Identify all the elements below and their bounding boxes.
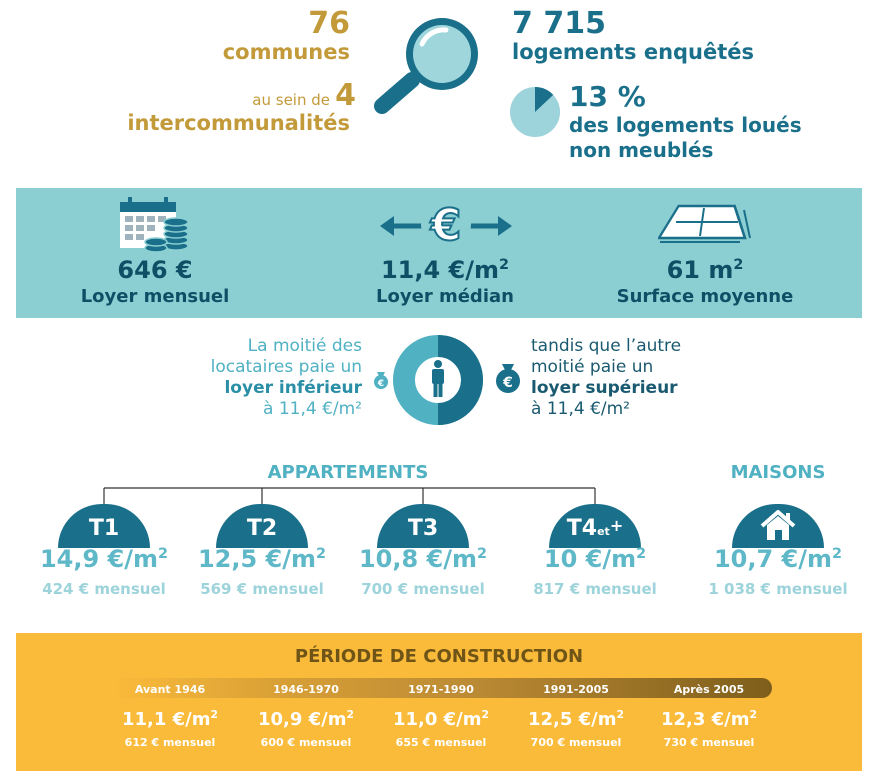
- t4-price: 10 $€/m^2$: [543, 545, 647, 573]
- rented-percent: 13 %: [569, 80, 646, 113]
- surface-value: 61 $m^2$: [666, 256, 744, 284]
- upper-half-line3: loyer supérieur: [531, 378, 678, 398]
- floor-plan-icon: [658, 198, 754, 254]
- median-rent-label: Loyer médian: [376, 286, 514, 307]
- period-price: 10,9 $€/m^2$: [257, 708, 355, 730]
- period-label: Avant 1946: [134, 683, 206, 696]
- period-price: 12,3 $€/m^2$: [660, 708, 758, 730]
- svg-text:€: €: [377, 379, 385, 389]
- t3-price: 10,8 $€/m^2$: [358, 545, 488, 573]
- interco-count: 4: [335, 78, 356, 113]
- upper-half-line2: moitié paie un: [531, 357, 654, 377]
- euro-arrows-icon: [378, 196, 514, 252]
- period-monthly: 612 € mensuel: [124, 736, 216, 749]
- rented-share-pie: [509, 86, 561, 138]
- median-rent-value: 11,4 $€/m^2$: [380, 256, 510, 284]
- logements-count: 7 715: [512, 6, 606, 41]
- svg-text:€: €: [503, 375, 513, 391]
- small-money-bag-icon: [370, 368, 392, 390]
- surface-label: Surface moyenne: [616, 286, 794, 307]
- period-label: 1946-1970: [273, 683, 339, 696]
- communes-count: 76: [308, 6, 350, 41]
- tab-t3: T3: [377, 504, 469, 548]
- lower-half-line4: à 11,4 €/m²: [263, 399, 362, 419]
- tab-t2: T2: [216, 504, 308, 548]
- period-label: 1971-1990: [408, 683, 474, 696]
- lower-half-text: [150, 336, 362, 420]
- upper-half-line1: tandis que l’autre: [531, 336, 682, 356]
- period-price: 12,5 $€/m^2$: [527, 708, 625, 730]
- rent-monthly-label: Loyer mensuel: [80, 286, 230, 307]
- apartments-title: APPARTEMENTS: [267, 462, 429, 483]
- period-monthly: 655 € mensuel: [395, 736, 487, 749]
- t1-price: 14,9 $€/m^2$: [39, 545, 169, 573]
- tab-t4-plus: +: [609, 516, 624, 535]
- rented-label-line2: non meublés: [569, 138, 714, 162]
- upper-half-text: [531, 336, 751, 420]
- tab-house: [732, 504, 824, 548]
- lower-half-line2: locataires paie un: [210, 357, 362, 377]
- house-monthly: 1 038 € mensuel: [708, 580, 848, 598]
- calendar-coins-icon: [118, 196, 190, 254]
- period-monthly: 600 € mensuel: [260, 736, 352, 749]
- period-label: Après 2005: [673, 683, 745, 696]
- period-monthly: 700 € mensuel: [530, 736, 622, 749]
- tab-t4: [549, 504, 641, 548]
- median-split-donut: [392, 334, 484, 426]
- t4-monthly: 817 € mensuel: [533, 580, 657, 598]
- communes-label: communes: [222, 40, 350, 64]
- construction-title: PÉRIODE DE CONSTRUCTION: [294, 646, 584, 667]
- tab-t1: T1: [58, 504, 150, 548]
- interco-label: intercommunalités: [127, 111, 350, 135]
- t3-monthly: 700 € mensuel: [361, 580, 485, 598]
- interco-prefix: au sein de: [252, 91, 330, 109]
- t2-monthly: 569 € mensuel: [200, 580, 324, 598]
- tab-t4-label: T4: [566, 516, 598, 541]
- upper-half-line4: à 11,4 €/m²: [531, 399, 630, 419]
- rented-label-line1: des logements loués: [569, 113, 802, 137]
- logements-label: logements enquêtés: [512, 40, 755, 64]
- houses-title: MAISONS: [730, 462, 826, 483]
- house-icon: [758, 508, 798, 542]
- large-money-bag-icon: [493, 360, 523, 394]
- t1-monthly: 424 € mensuel: [42, 580, 166, 598]
- period-label: 1991-2005: [543, 683, 609, 696]
- period-price: 11,1 $€/m^2$: [121, 708, 219, 730]
- lower-half-line1: La moitié des: [247, 336, 362, 356]
- house-price: 10,7 $€/m^2$: [713, 545, 843, 573]
- tab-t4-et: et: [597, 525, 610, 538]
- period-monthly: 730 € mensuel: [663, 736, 755, 749]
- magnifier-icon: [370, 14, 490, 124]
- rent-monthly-value: 646 €: [117, 256, 193, 284]
- lower-half-line3: loyer inférieur: [224, 378, 362, 398]
- period-price: 11,0 $€/m^2$: [392, 708, 490, 730]
- svg-text:€: €: [430, 200, 462, 251]
- t2-price: 12,5 $€/m^2$: [197, 545, 327, 573]
